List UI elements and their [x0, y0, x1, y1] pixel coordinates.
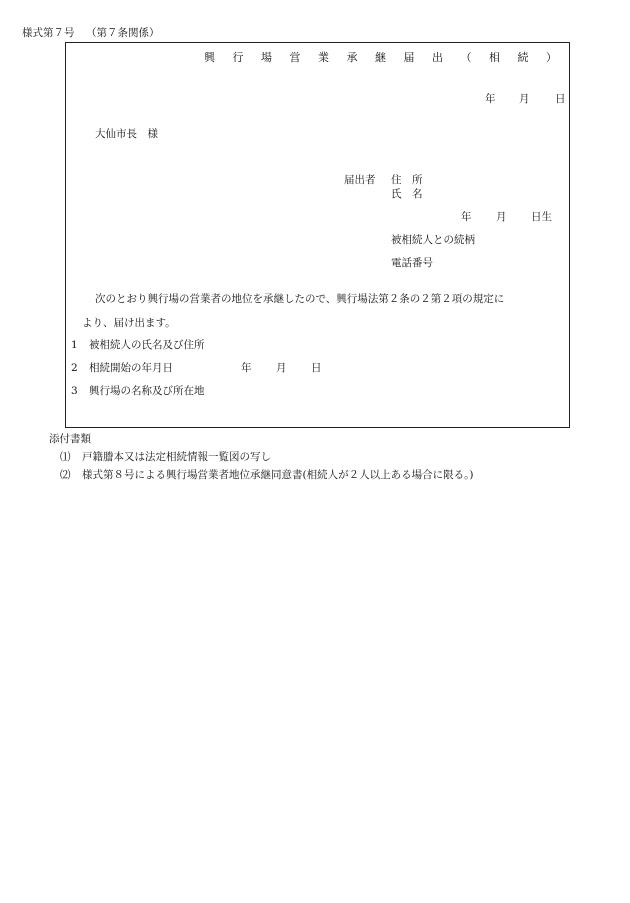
body-text-line1: 次のとおり興行場の営業者の地位を承継したので、興行場法第２条の２第２項の規定に	[95, 293, 505, 305]
inheritance-month-label: 月	[276, 362, 287, 374]
addressee: 大仙市長 様	[95, 128, 158, 140]
birth-year-label: 年	[461, 211, 472, 223]
applicant-label: 届出者	[344, 174, 376, 186]
article-reference: （第７条関係）	[86, 27, 160, 39]
attachments-heading: 添付書類	[49, 433, 91, 445]
item-label: 被相続人の氏名及び住所	[89, 339, 205, 351]
item-label: 興行場の名称及び所在地	[89, 385, 205, 397]
inheritance-year-label: 年	[241, 362, 252, 374]
item-number: 1	[71, 339, 78, 351]
attachment-number: ⑴	[60, 451, 71, 463]
birth-month-label: 月	[496, 211, 507, 223]
body-text-line2: より、届け出ます。	[82, 317, 176, 329]
item-label: 相続開始の年月日	[89, 362, 173, 374]
form-number: 様式第７号	[22, 27, 75, 39]
attachment-text: 様式第８号による興行場営業者地位承継同意書(相続人が２人以上ある場合に限る。)	[82, 469, 474, 481]
date-year-label: 年	[485, 93, 496, 105]
attachment-text: 戸籍謄本又は法定相続情報一覧図の写し	[82, 451, 271, 463]
date-day-label: 日	[555, 93, 566, 105]
item-number: 2	[71, 362, 78, 374]
phone-label: 電話番号	[391, 257, 433, 269]
name-label: 氏 名	[391, 188, 423, 200]
address-label: 住 所	[391, 174, 423, 186]
inheritance-day-label: 日	[311, 362, 322, 374]
item-number: 3	[71, 385, 78, 397]
birth-day-label: 日生	[531, 211, 552, 223]
relationship-label: 被相続人との続柄	[391, 234, 475, 246]
attachment-number: ⑵	[60, 469, 71, 481]
form-title: 興 行 場 営 業 承 継 届 出 （ 相 続 ）	[204, 51, 564, 64]
date-month-label: 月	[519, 93, 530, 105]
